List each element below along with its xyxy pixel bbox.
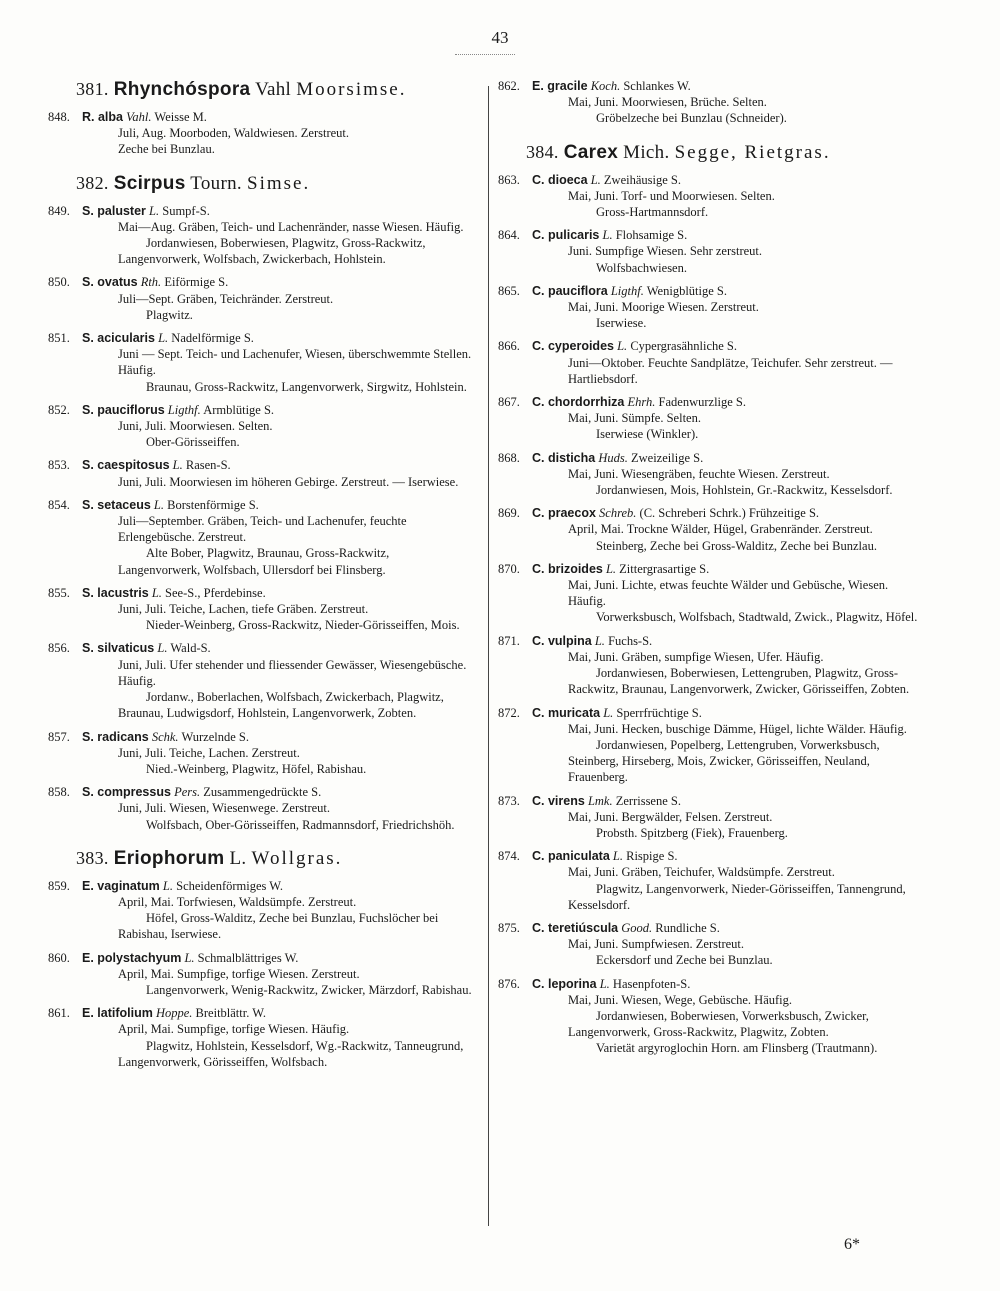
species-entry — [48, 497, 474, 578]
species-localities: Jordanwiesen, Mois, Hohlstein, Gr.-Rackwitz, Kesselsdorf. — [596, 483, 893, 498]
species-habitat: Juni, Juli. Moorwiesen. Selten. — [118, 419, 273, 434]
species-author: Rth. — [140, 275, 162, 290]
species-localities: Braunau, Gross-Rackwitz, Langenvorwerk, Sirgwitz, Hohlstein. — [146, 379, 467, 394]
species-heading — [48, 1005, 474, 1021]
species-heading — [48, 878, 474, 894]
species-habitat: Juni, Juli. Moorwiesen im höheren Gebirge. Zerstreut. — Iserwiese. — [118, 474, 459, 489]
species-author: L. — [590, 172, 601, 187]
species-author: Schk. — [151, 729, 179, 744]
species-heading — [498, 976, 926, 992]
species-name: S. radicans — [82, 729, 149, 744]
species-habitat: Juli—Sept. Gräben, Teichränder. Zerstreut. — [118, 291, 334, 306]
species-number: 854. — [48, 497, 70, 512]
species-common-name: Rundliche S. — [655, 920, 720, 935]
species-number: 848. — [48, 110, 70, 124]
species-heading — [48, 784, 474, 800]
species-common-name: Zweihäusige S. — [603, 172, 681, 187]
species-author: Ligthf. — [610, 283, 644, 298]
species-localities: Plagwitz. — [146, 307, 193, 322]
species-author: L. — [605, 561, 617, 576]
species-name: C. pauciflora — [532, 283, 608, 298]
species-number: 850. — [48, 275, 70, 290]
species-author: L. — [157, 641, 168, 656]
species-name: C. praecox — [532, 506, 596, 521]
species-number: 861. — [48, 1006, 70, 1021]
column-divider — [488, 86, 489, 1226]
species-localities: Jordanwiesen, Boberwiesen, Plagwitz, Gross-Rackwitz, Langenvorwerk, Wolfsbach, Zwickerbach, Hohlstein. — [118, 236, 426, 267]
species-common-name: Fadenwurzlige S. — [658, 395, 747, 410]
species-localities: Gröbelzeche bei Bunzlau (Schneider). — [596, 111, 787, 126]
species-number: 853. — [48, 458, 70, 473]
species-author: Vahl. — [126, 110, 152, 124]
species-entry — [48, 585, 474, 634]
species-entry — [48, 950, 474, 999]
species-entry — [48, 1005, 474, 1070]
species-entry — [498, 450, 926, 499]
species-heading — [48, 109, 474, 125]
species-number: 856. — [48, 641, 70, 656]
species-heading — [498, 283, 926, 299]
species-habitat: April, Mai. Sumpfige, torfige Wiesen. Zerstreut. — [118, 966, 360, 981]
species-name: E. polystachyum — [82, 950, 182, 965]
species-heading — [498, 227, 926, 243]
species-habitat: Juni. Sumpfige Wiesen. Sehr zerstreut. — [568, 244, 763, 259]
species-author: L. — [162, 878, 173, 893]
species-habitat: Mai, Juni. Wiesengräben, feuchte Wiesen. Zerstreut. — [568, 466, 830, 481]
species-number: 860. — [48, 950, 70, 965]
species-author: Ehrh. — [627, 395, 656, 410]
species-habitat: Juli, Aug. Moorboden, Waldwiesen. Zerstreut. — [118, 126, 350, 141]
species-author: Pers. — [174, 785, 201, 800]
species-entry — [498, 338, 926, 387]
species-heading — [498, 450, 926, 466]
species-common-name: Breitblättr. W. — [195, 1006, 267, 1021]
species-entry — [498, 848, 926, 913]
species-localities: Steinberg, Zeche bei Gross-Walditz, Zeche bei Bunzlau. — [596, 538, 877, 553]
species-name: S. setaceus — [82, 497, 151, 512]
species-author: L. — [612, 849, 623, 864]
species-entry — [498, 227, 926, 276]
species-heading — [498, 561, 926, 577]
species-name: C. cyperoides — [532, 339, 614, 354]
species-habitat: Juni — Sept. Teich- und Lachenufer, Wiesen, überschwemmte Stellen. Häufig. — [118, 347, 472, 378]
species-habitat: April, Mai. Sumpfige, torfige Wiesen. Häufig. — [118, 1022, 350, 1037]
species-entry — [48, 203, 474, 268]
genus-number: 383. — [76, 847, 109, 868]
species-name: C. paniculata — [532, 849, 610, 864]
species-name: C. vulpina — [532, 633, 592, 648]
species-localities: Eckersdorf und Zeche bei Bunzlau. — [596, 953, 773, 968]
genus-heading — [76, 78, 474, 101]
species-number: 859. — [48, 878, 70, 893]
genus-heading — [526, 141, 926, 164]
species-common-name: Schmalblättriges W. — [197, 950, 299, 965]
species-heading — [498, 338, 926, 354]
genus-heading — [76, 847, 474, 870]
species-common-name: Rasen-S. — [185, 458, 231, 473]
species-entry — [48, 274, 474, 323]
species-habitat: Zeche bei Bunzlau. — [118, 142, 215, 157]
species-localities: Jordanwiesen, Boberwiesen, Vorwerksbusch, Zwicker, Langenvorwerk, Gross-Rackwitz, Plagwitz, Zobten. — [568, 1008, 869, 1040]
species-author: Ligthf. — [167, 402, 201, 417]
species-habitat: Juni, Juli. Ufer stehender und fliessender Gewässer, Wiesengebüsche. Häufig. — [118, 657, 467, 688]
species-common-name: Hasenpfoten-S. — [612, 976, 691, 991]
species-habitat: Mai, Juni. Bergwälder, Felsen. Zerstreut. — [568, 809, 773, 824]
species-name: E. vaginatum — [82, 878, 160, 893]
page-number: 43 — [491, 28, 509, 47]
species-entry — [498, 976, 926, 1057]
species-name: C. teretiúscula — [532, 920, 619, 935]
species-number: 874. — [498, 849, 520, 864]
species-localities: Jordanw., Boberlachen, Wolfsbach, Zwickerbach, Plagwitz, Braunau, Ludwigsdorf, Hohlstein, Langenvorwerk, Zobten. — [118, 690, 444, 721]
species-habitat: April, Mai. Trockne Wälder, Hügel, Grabenränder. Zerstreut. — [568, 522, 873, 537]
species-common-name: Schlankes W. — [623, 79, 691, 93]
species-habitat: April, Mai. Torfwiesen, Waldsümpfe. Zerstreut. — [118, 894, 357, 909]
species-number: 871. — [498, 633, 520, 648]
species-heading — [48, 402, 474, 418]
species-entry — [48, 878, 474, 943]
species-entry — [48, 330, 474, 395]
species-entry — [48, 729, 474, 778]
species-number: 866. — [498, 339, 520, 354]
species-common-name: Nadelförmige S. — [171, 331, 254, 346]
species-name: C. muricata — [532, 705, 601, 720]
species-heading — [48, 585, 474, 601]
species-author: Huds. — [598, 450, 628, 465]
species-heading — [498, 793, 926, 809]
genus-author: Tourn. — [190, 172, 242, 194]
species-common-name: Rispige S. — [626, 849, 678, 864]
species-name: S. silvaticus — [82, 641, 155, 656]
species-common-name: Sperrfrüchtige S. — [616, 705, 702, 720]
genus-name: Scirpus — [113, 172, 186, 194]
species-number: 865. — [498, 283, 520, 298]
species-localities: Wolfsbachwiesen. — [596, 260, 687, 275]
species-heading — [48, 274, 474, 290]
species-habitat: Mai, Juni. Wiesen, Wege, Gebüsche. Häufig. — [568, 992, 793, 1007]
species-author: L. — [184, 950, 195, 965]
species-entry — [498, 561, 926, 626]
genus-name: Eriophorum — [113, 847, 225, 869]
genus-heading — [76, 172, 474, 195]
species-heading — [48, 729, 474, 745]
species-author: L. — [149, 203, 160, 218]
species-number: 867. — [498, 395, 520, 410]
species-localities: Jordanwiesen, Popelberg, Lettengruben, Vorwerksbusch, Steinberg, Hirseberg, Mois, Zwicker, Görisseiffen, Neuland, Frauenberg. — [568, 737, 880, 785]
species-name: S. lacustris — [82, 585, 149, 600]
species-name: C. disticha — [532, 450, 596, 465]
genus-common-name: Segge, Rietgras. — [674, 141, 831, 163]
species-entry — [498, 505, 926, 554]
species-localities: Alte Bober, Plagwitz, Braunau, Gross-Rackwitz, Langenvorwerk, Wolfsbach, Ullersdorf bei Flinsberg. — [118, 546, 390, 577]
species-author: L. — [599, 976, 610, 991]
species-entry — [48, 640, 474, 721]
species-name: C. dioeca — [532, 172, 588, 187]
species-entry — [498, 283, 926, 332]
species-habitat: Mai, Juni. Sümpfe. Selten. — [568, 411, 701, 426]
species-author: Good. — [621, 920, 653, 935]
species-number: 872. — [498, 705, 520, 720]
species-author: Hoppe. — [155, 1006, 193, 1021]
species-habitat: Mai, Juni. Moorige Wiesen. Zerstreut. — [568, 300, 759, 315]
species-author: Koch. — [590, 79, 621, 93]
species-heading — [48, 950, 474, 966]
species-common-name: Cypergrasähnliche S. — [630, 339, 738, 354]
species-number: 875. — [498, 920, 520, 935]
species-habitat: Mai, Juni. Gräben, sumpfige Wiesen, Ufer. Häufig. — [568, 649, 824, 664]
species-entry — [498, 920, 926, 969]
species-author: L. — [158, 331, 169, 346]
species-common-name: See-S., Pferdebinse. — [165, 585, 266, 600]
species-heading — [48, 497, 474, 513]
species-variety: Varietät argyroglochin Horn. am Flinsberg (Trautmann). — [596, 1041, 878, 1056]
species-common-name: Wurzelnde S. — [181, 729, 249, 744]
genus-number: 384. — [526, 141, 559, 162]
species-name: C. virens — [532, 793, 585, 808]
genus-number: 382. — [76, 172, 109, 193]
species-common-name: Fuchs-S. — [608, 633, 653, 648]
species-number: 863. — [498, 172, 520, 187]
species-common-name: Wenigblütige S. — [646, 283, 727, 298]
species-number: 858. — [48, 785, 70, 800]
species-entry — [498, 793, 926, 842]
species-heading — [498, 920, 926, 936]
species-common-name: Eiförmige S. — [164, 275, 229, 290]
species-name: C. brizoides — [532, 561, 603, 576]
species-common-name: Armblütige S. — [203, 402, 275, 417]
species-name: C. leporina — [532, 976, 597, 991]
species-habitat: Juni, Juli. Teiche, Lachen, tiefe Gräben. Zerstreut. — [118, 602, 369, 617]
species-number: 849. — [48, 203, 70, 218]
species-localities: Vorwerksbusch, Wolfsbach, Stadtwald, Zwick., Plagwitz, Höfel. — [596, 610, 918, 625]
species-common-name: Zerrissene S. — [615, 793, 681, 808]
species-name: S. acicularis — [82, 331, 155, 346]
species-heading — [48, 457, 474, 473]
species-heading — [498, 848, 926, 864]
species-number: 852. — [48, 402, 70, 417]
left-column — [48, 78, 474, 1077]
species-author: L. — [603, 705, 614, 720]
species-common-name: Flohsamige S. — [615, 228, 688, 243]
genus-number: 381. — [76, 79, 109, 99]
species-heading — [48, 330, 474, 346]
species-entry — [48, 109, 474, 158]
species-number: 876. — [498, 976, 520, 991]
species-habitat: Mai, Juni. Moorwiesen, Brüche. Selten. — [568, 95, 767, 110]
species-localities: Gross-Hartmannsdorf. — [596, 205, 709, 220]
species-author: L. — [151, 585, 162, 600]
species-name: C. chordorrhiza — [532, 395, 625, 410]
species-number: 855. — [48, 585, 70, 600]
species-name: S. pauciflorus — [82, 402, 165, 417]
species-habitat: Juni—Oktober. Feuchte Sandplätze, Teichufer. Sehr zerstreut. — Hartliebsdorf. — [568, 355, 893, 386]
species-entry — [48, 457, 474, 489]
right-column — [498, 78, 926, 1064]
species-number: 851. — [48, 331, 70, 346]
genus-common-name: Simse. — [247, 172, 311, 194]
species-localities: Plagwitz, Langenvorwerk, Nieder-Görisseiffen, Tannengrund, Kesselsdorf. — [568, 881, 906, 912]
header-rule — [455, 54, 515, 55]
species-author: Schreb. — [599, 506, 637, 521]
genus-author: L. — [229, 847, 247, 869]
species-number: 862. — [498, 79, 520, 93]
species-localities: Nieder-Weinberg, Gross-Rackwitz, Nieder-Görisseiffen, Mois. — [146, 618, 460, 633]
species-common-name: Zittergrasartige S. — [619, 561, 710, 576]
species-entry — [498, 633, 926, 698]
genus-name: Carex — [563, 141, 619, 163]
species-localities: Iserwiese. — [596, 316, 647, 331]
species-habitat: Mai, Juni. Lichte, etwas feuchte Wälder und Gebüsche, Wiesen. Häufig. — [568, 578, 889, 609]
species-heading — [498, 172, 926, 188]
species-name: S. caespitosus — [82, 458, 170, 473]
species-localities: Langenvorwerk, Wenig-Rackwitz, Zwicker, Märzdorf, Rabishau. — [146, 982, 472, 997]
species-name: R. alba — [82, 110, 123, 124]
species-author: L. — [153, 497, 164, 512]
genus-author: Vahl — [255, 79, 292, 100]
species-heading — [48, 203, 474, 219]
species-heading — [498, 505, 926, 521]
species-heading — [498, 633, 926, 649]
genus-name: Rhynchóspora — [113, 79, 251, 100]
species-author: L. — [172, 458, 183, 473]
species-habitat: Juni, Juli. Wiesen, Wiesenwege. Zerstreut. — [118, 801, 331, 816]
species-number: 873. — [498, 793, 520, 808]
sheet-signature: 6* — [844, 1236, 860, 1253]
species-habitat: Mai, Juni. Hecken, buschige Dämme, Hügel, lichte Wälder. Häufig. — [568, 721, 907, 736]
species-common-name: Scheidenförmiges W. — [176, 878, 284, 893]
species-name: C. pulicaris — [532, 228, 600, 243]
species-localities: Wolfsbach, Ober-Görisseiffen, Radmannsdorf, Friedrichshöh. — [146, 817, 455, 832]
species-localities: Ober-Görisseiffen. — [146, 435, 240, 450]
species-number: 869. — [498, 506, 520, 521]
species-habitat: Juli—September. Gräben, Teich- und Lachenufer, feuchte Erlengebüsche. Zerstreut. — [118, 514, 407, 545]
species-habitat: Juni, Juli. Teiche, Lachen. Zerstreut. — [118, 745, 300, 760]
genus-author: Mich. — [623, 141, 670, 163]
species-localities: Jordanwiesen, Boberwiesen, Lettengruben, Plagwitz, Gross-Rackwitz, Braunau, Langenvorwerk, Zwicker, Görisseiffen, Zobten. — [568, 666, 910, 697]
species-common-name: (C. Schreberi Schrk.) Frühzeitige S. — [639, 506, 820, 521]
species-heading — [498, 78, 926, 94]
genus-common-name: Moorsimse. — [296, 79, 407, 100]
species-entry — [498, 172, 926, 221]
species-habitat: Mai—Aug. Gräben, Teich- und Lachenränder, nasse Wiesen. Häufig. — [118, 219, 464, 234]
species-localities: Höfel, Gross-Walditz, Zeche bei Bunzlau, Fuchslöcher bei Rabishau, Iserwiese. — [118, 911, 439, 942]
species-number: 857. — [48, 729, 70, 744]
species-heading — [498, 394, 926, 410]
species-common-name: Weisse M. — [154, 110, 207, 124]
species-name: S. compressus — [82, 785, 171, 800]
species-localities: Nied.-Weinberg, Plagwitz, Höfel, Rabishau. — [146, 761, 367, 776]
species-localities: Iserwiese (Winkler). — [596, 427, 699, 442]
species-habitat: Mai, Juni. Sumpfwiesen. Zerstreut. — [568, 937, 745, 952]
species-author: L. — [617, 339, 628, 354]
species-entry — [48, 784, 474, 833]
species-number: 870. — [498, 561, 520, 576]
species-author: Lmk. — [587, 793, 613, 808]
species-entry — [48, 402, 474, 451]
species-entry — [498, 78, 926, 127]
species-name: S. ovatus — [82, 275, 138, 290]
species-common-name: Zweizeilige S. — [631, 450, 704, 465]
genus-common-name: Wollgras. — [251, 847, 343, 869]
species-heading — [498, 705, 926, 721]
species-common-name: Zusammengedrückte S. — [203, 785, 322, 800]
species-author: L. — [594, 633, 605, 648]
species-common-name: Borstenförmige S. — [167, 497, 259, 512]
species-entry — [498, 705, 926, 786]
species-heading — [48, 640, 474, 656]
species-entry — [498, 394, 926, 443]
species-common-name: Sumpf-S. — [162, 203, 210, 218]
species-habitat: Mai, Juni. Gräben, Teichufer, Waldsümpfe. Zerstreut. — [568, 865, 835, 880]
species-number: 868. — [498, 450, 520, 465]
species-habitat: Mai, Juni. Torf- und Moorwiesen. Selten. — [568, 188, 775, 203]
species-localities: Probsth. Spitzberg (Fiek), Frauenberg. — [596, 825, 788, 840]
species-name: S. paluster — [82, 203, 146, 218]
species-name: E. gracile — [532, 79, 588, 93]
species-name: E. latifolium — [82, 1006, 153, 1021]
species-common-name: Wald-S. — [170, 641, 211, 656]
species-localities: Plagwitz, Hohlstein, Kesselsdorf, Wg.-Rackwitz, Tanneugrund, Langenvorwerk, Görisseiffen, Wolfsbach. — [118, 1038, 464, 1069]
species-number: 864. — [498, 228, 520, 243]
species-author: L. — [602, 228, 613, 243]
